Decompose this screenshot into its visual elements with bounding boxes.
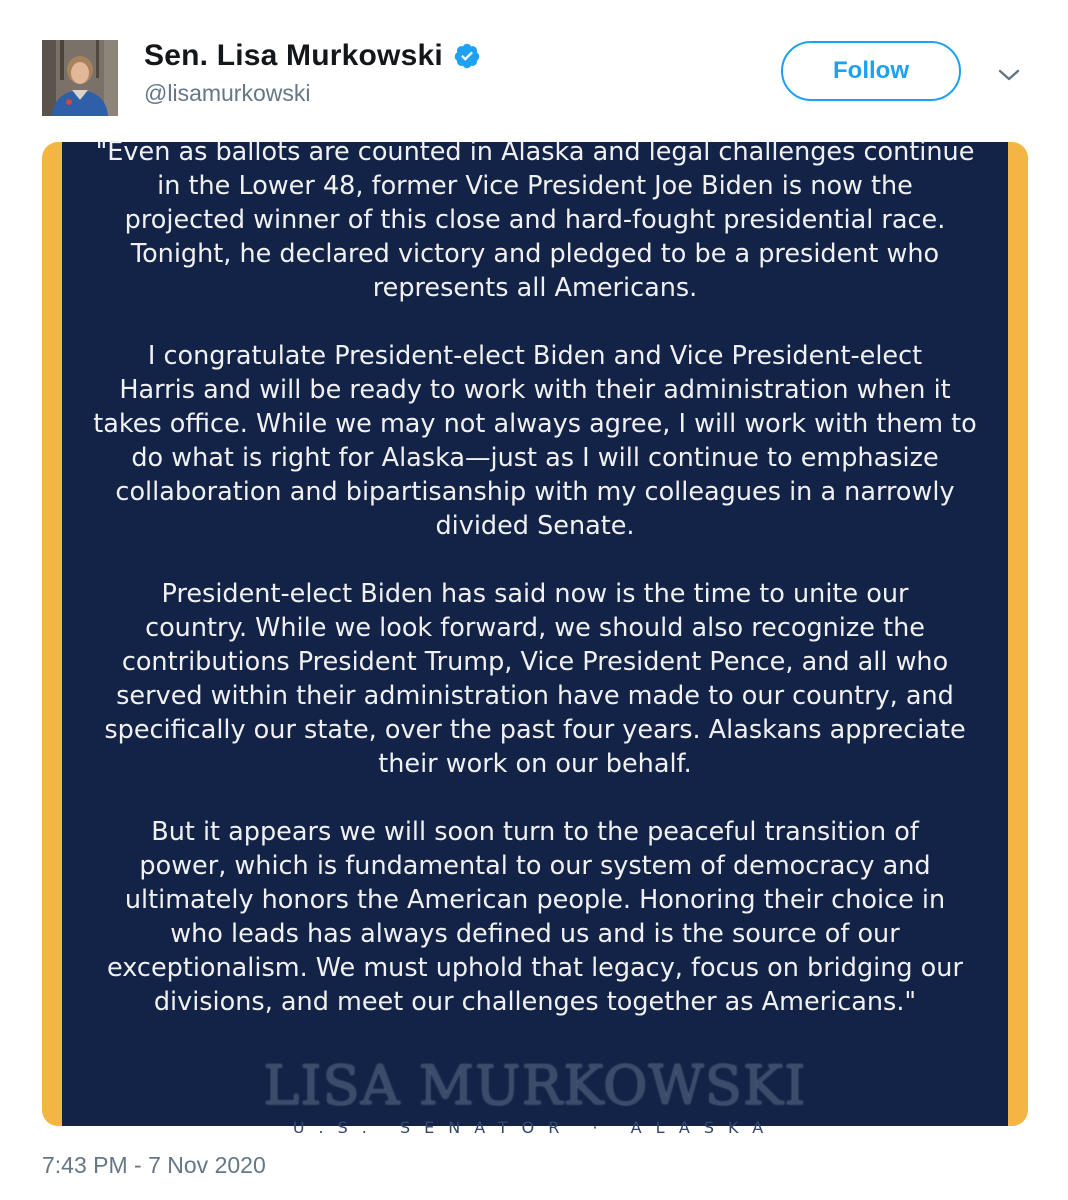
verified-badge-icon [453, 42, 481, 70]
tweet-image[interactable] [42, 137, 1028, 1137]
statement-text [76, 135, 994, 1053]
chevron-down-icon[interactable] [996, 64, 1022, 86]
author-handle[interactable]: @lisamurkowski [144, 80, 311, 106]
follow-button[interactable]: Follow [781, 41, 961, 101]
logo-wordmark: LISA MURKOWSKI [263, 1054, 807, 1117]
avatar[interactable] [42, 40, 118, 116]
tweet-timestamp[interactable]: 7:43 PM - 7 Nov 2020 [42, 1152, 266, 1178]
statement-paragraph-3: President-elect Biden has said now is the time to unite our country. While we look forward, we should also recognize the contributions President Trump, Vice President Pence, and all who served within their administration have made to our country, and specifically our state, over the past four years. Alaskans appreciate their work on our behalf. [104, 579, 966, 779]
author-display-name[interactable]: Sen. Lisa Murkowski [144, 39, 443, 72]
logo-subtitle: U.S. SENATOR · ALASKA [292, 1118, 778, 1137]
profile-photo [42, 40, 118, 116]
statement-paragraph-1: "Even as ballots are counted in Alaska and legal challenges continue in the Lower 48, former Vice President Joe Biden is now the projected winner of this close and hard-fought presidential race. Tonight, he declared victory and pledged to be a president who represents all Americans. [95, 137, 975, 303]
statement-paragraph-2: I congratulate President-elect Biden and Vice President-elect Harris and will be ready to work with their administration when it takes office. While we may not always agree, I will work with them to do what is right for Alaska—just as I will continue to emphasize collaboration and bipartisanship with my colleagues in a narrowly divided Senate. [93, 341, 977, 541]
author-name-row [144, 36, 481, 76]
statement-paragraph-4: But it appears we will soon turn to the peaceful transition of power, which is fundamental to our system of democracy and ultimately honors the American people. Honoring their choice in who leads has always defined us and is the source of our exceptionalism. We must uphold that legacy, focus on bridging our divisions, and meet our challenges together as Americans." [107, 817, 963, 1017]
statement-graphic [62, 137, 1008, 1137]
senator-logo [62, 1054, 1008, 1137]
